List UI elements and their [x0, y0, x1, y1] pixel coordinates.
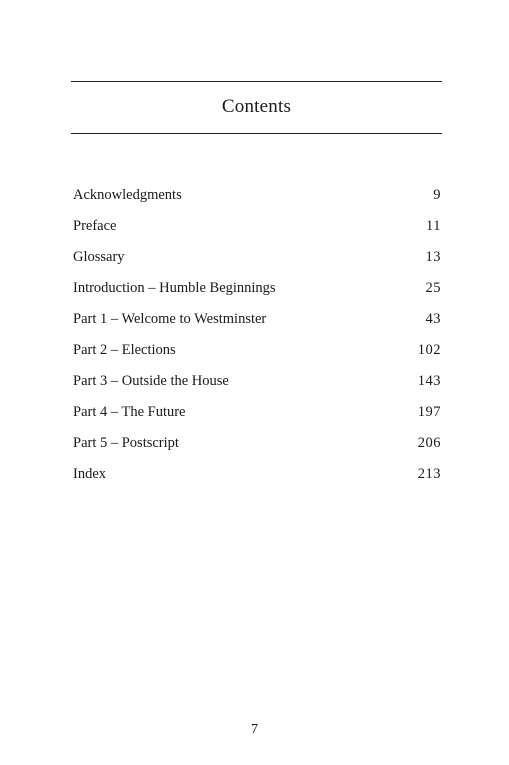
toc-entry-page: 197	[417, 404, 441, 420]
toc-entry[interactable]	[73, 463, 441, 494]
toc-entry-label: Acknowledgments	[73, 187, 182, 203]
toc-entry[interactable]	[73, 339, 441, 370]
toc-entry[interactable]	[73, 432, 441, 463]
page-number: 7	[251, 722, 258, 737]
toc-entry-page: 206	[417, 435, 441, 451]
toc-entry-label: Part 1 – Welcome to Westminster	[73, 311, 267, 327]
toc-entry-page: 143	[417, 373, 441, 389]
toc-entry-label: Part 5 – Postscript	[73, 435, 179, 451]
toc-entry-page: 102	[417, 342, 441, 358]
toc-entry-label: Index	[73, 466, 107, 482]
toc-entry[interactable]	[73, 184, 441, 215]
toc-entry[interactable]	[73, 277, 441, 308]
toc-entry-page: 11	[426, 218, 441, 234]
toc-entry[interactable]	[73, 401, 441, 432]
toc-entry-page: 13	[425, 249, 441, 265]
toc-entry-page: 213	[417, 466, 441, 482]
toc-entry-label: Part 2 – Elections	[73, 342, 176, 358]
toc-entry-label: Part 3 – Outside the House	[73, 373, 229, 389]
toc-entry[interactable]	[73, 370, 441, 401]
toc-entry-label: Part 4 – The Future	[73, 404, 186, 420]
toc-entry-label: Glossary	[73, 249, 125, 265]
top-rule	[71, 81, 442, 82]
table-of-contents	[73, 184, 441, 494]
toc-entry-label: Introduction – Humble Beginnings	[73, 280, 276, 296]
toc-entry-label: Preface	[73, 218, 117, 234]
page-title: Contents	[221, 96, 292, 117]
toc-entry[interactable]	[73, 246, 441, 277]
toc-entry[interactable]	[73, 308, 441, 339]
toc-entry-page: 43	[425, 311, 441, 327]
toc-entry[interactable]	[73, 215, 441, 246]
toc-entry-page: 25	[425, 280, 441, 296]
bottom-rule	[71, 133, 442, 134]
toc-entry-page: 9	[433, 187, 441, 203]
